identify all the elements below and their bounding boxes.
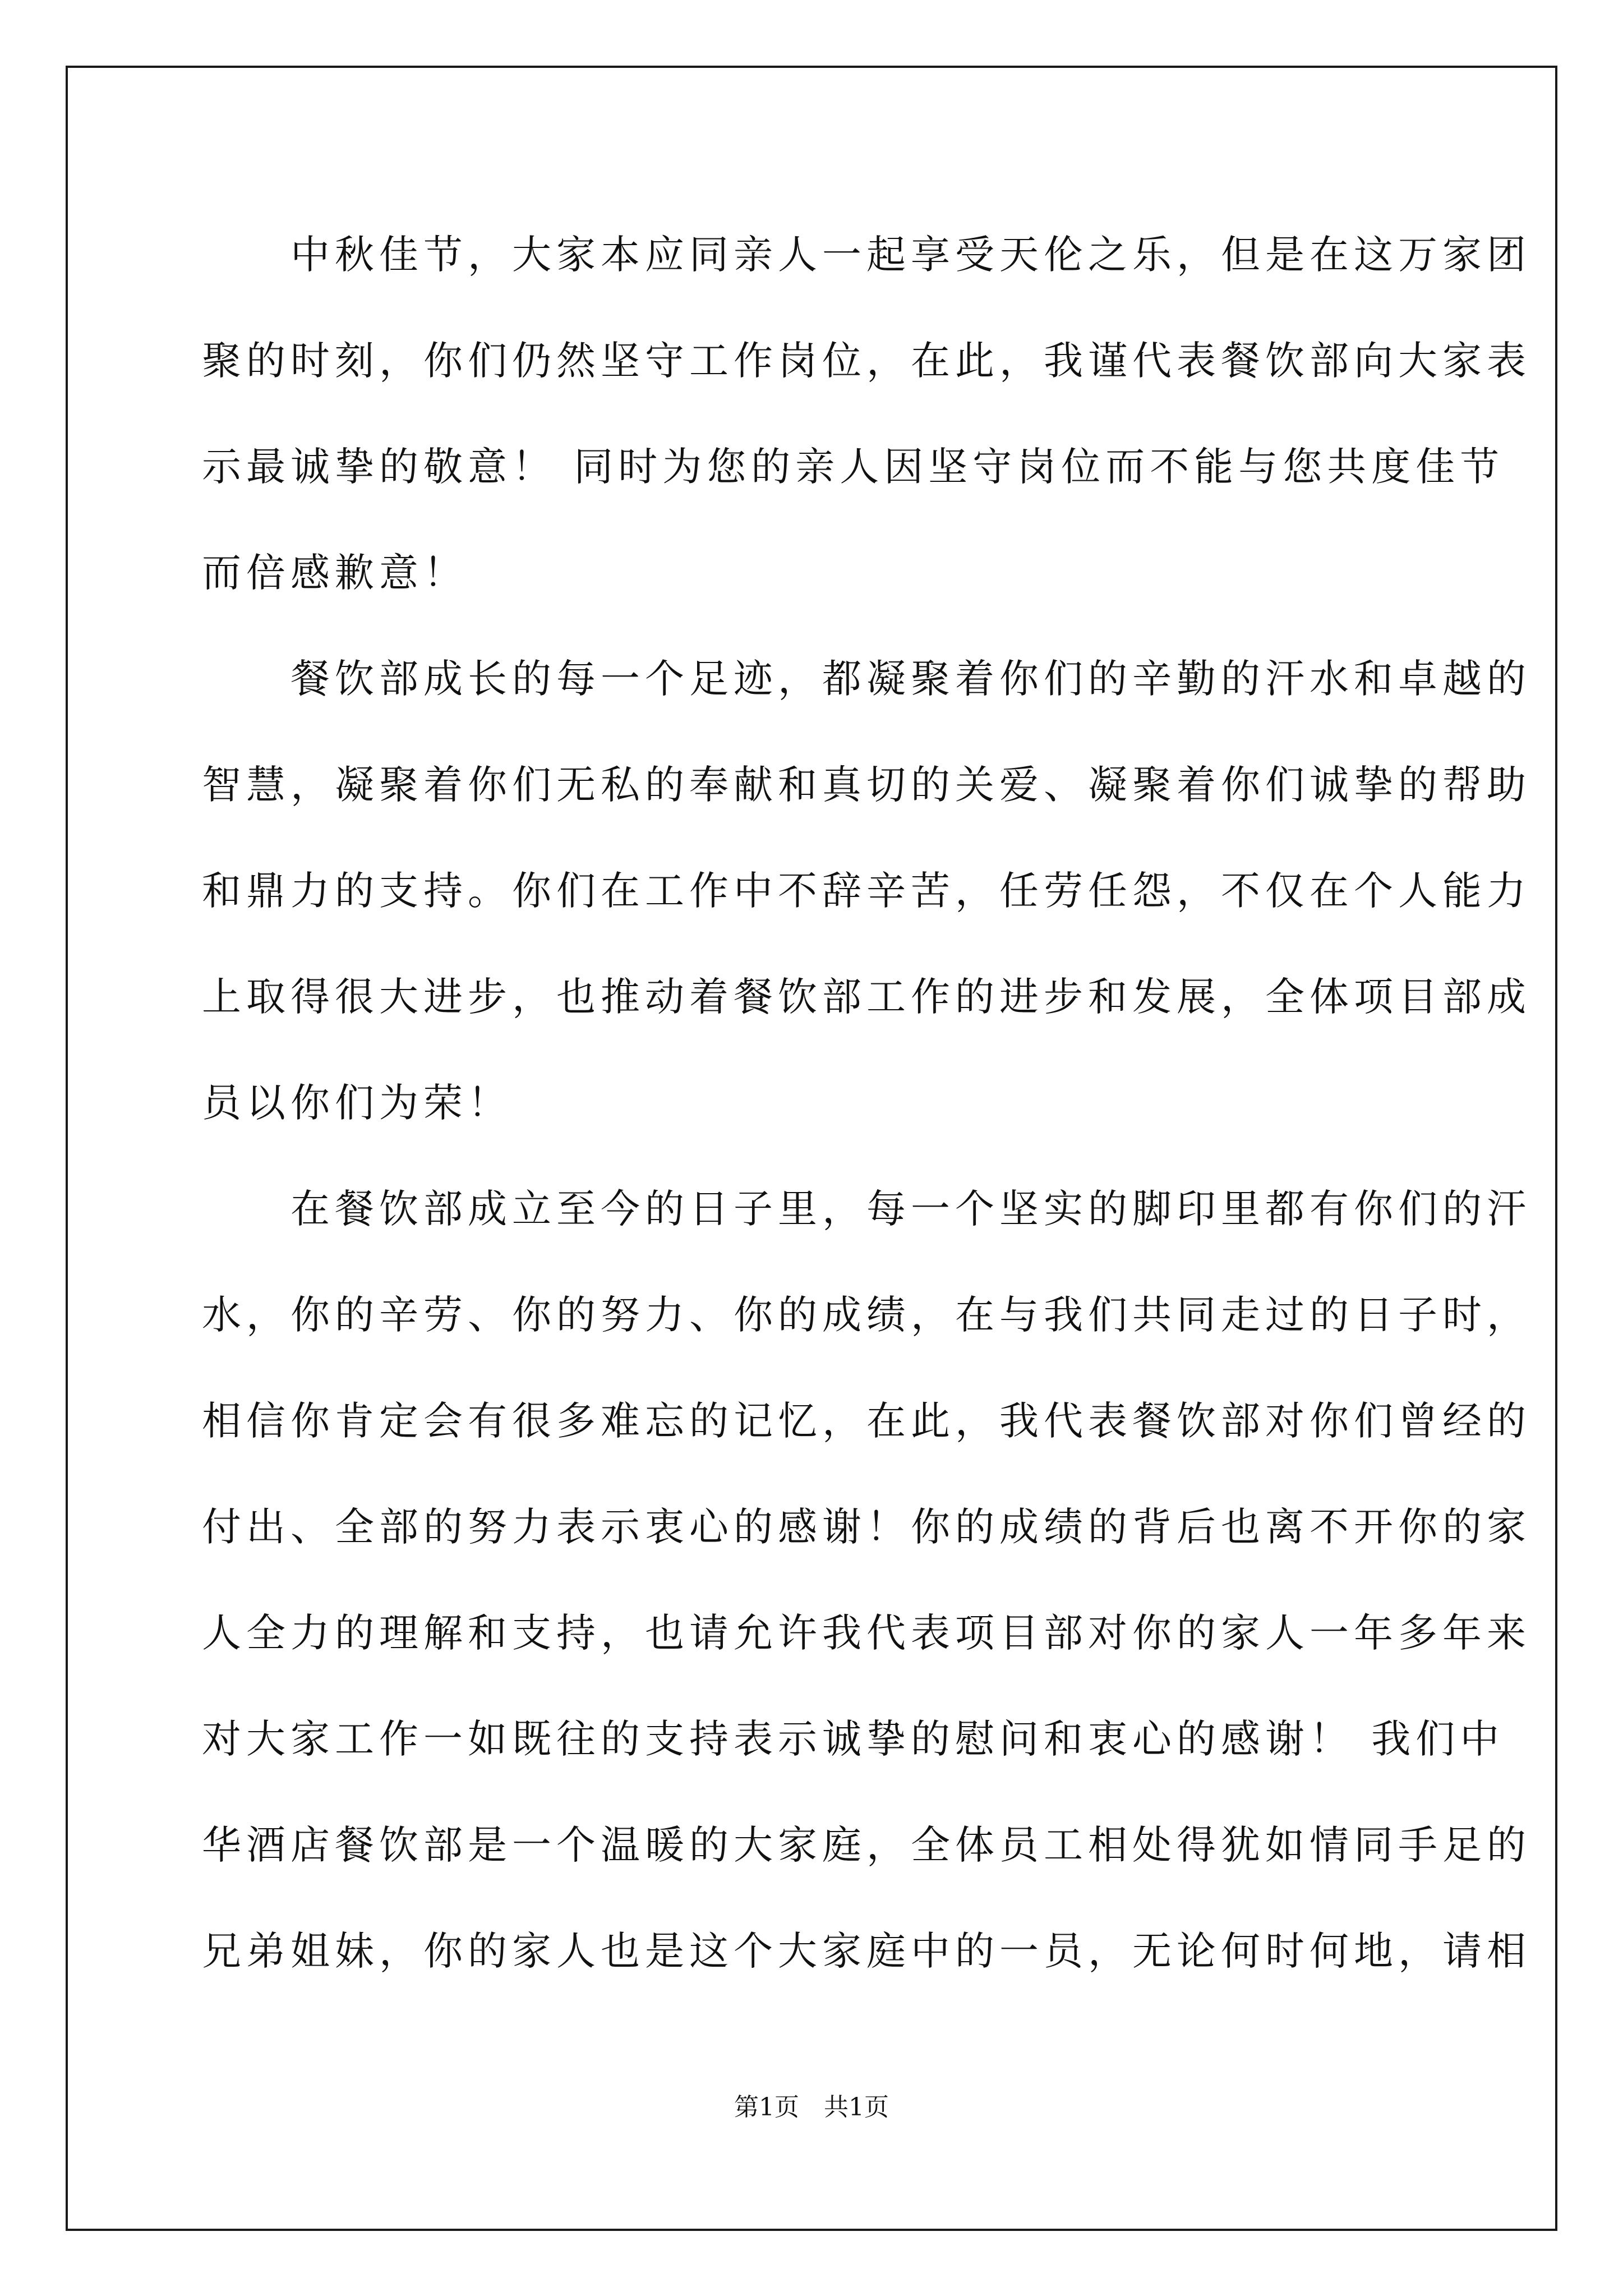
text-line: 中秋佳节，大家本应同亲人一起享受天伦之乐，但是在这万家团	[202, 232, 1531, 278]
text-line: 聚的时刻，你们仍然坚守工作岗位，在此，我谨代表餐饮部向大家表	[202, 338, 1531, 384]
text-line: 示最诚挚的敬意！ 同时为您的亲人因坚守岗位而不能与您共度佳节	[202, 444, 1505, 490]
text-line: 兄弟姐妹，你的家人也是这个大家庭中的一员，无论何时何地，请相	[202, 1928, 1531, 1974]
text-line: 员以你们为荣！	[202, 1080, 512, 1126]
text-line: 在餐饮部成立至今的日子里，每一个坚实的脚印里都有你们的汗	[202, 1186, 1531, 1232]
text-line: 付出、全部的努力表示衷心的感谢！你的成绩的背后也离不开你的家	[202, 1504, 1531, 1550]
text-line: 上取得很大进步，也推动着餐饮部工作的进步和发展，全体项目部成	[202, 974, 1531, 1020]
text-line: 人全力的理解和支持，也请允许我代表项目部对你的家人一年多年来	[202, 1610, 1531, 1656]
text-line: 和鼎力的支持。你们在工作中不辞辛苦，任劳任怨，不仅在个人能力	[202, 868, 1531, 914]
text-line: 水，你的辛劳、你的努力、你的成绩，在与我们共同走过的日子时，	[202, 1292, 1531, 1338]
text-line: 而倍感歉意！	[202, 550, 468, 596]
text-line: 对大家工作一如既往的支持表示诚挚的慰问和衷心的感谢！ 我们中	[202, 1716, 1505, 1762]
text-line: 华酒店餐饮部是一个温暖的大家庭，全体员工相处得犹如情同手足的	[202, 1822, 1531, 1868]
document-body	[202, 202, 1531, 2004]
text-line: 相信你肯定会有很多难忘的记忆，在此，我代表餐饮部对你们曾经的	[202, 1398, 1531, 1444]
page-footer	[0, 2087, 1623, 2123]
text-line: 餐饮部成长的每一个足迹，都凝聚着你们的辛勤的汗水和卓越的	[202, 656, 1531, 702]
text-line: 智慧，凝聚着你们无私的奉献和真切的关爱、凝聚着你们诚挚的帮助	[202, 762, 1531, 808]
page-number: 第1页 共1页	[734, 2093, 889, 2122]
